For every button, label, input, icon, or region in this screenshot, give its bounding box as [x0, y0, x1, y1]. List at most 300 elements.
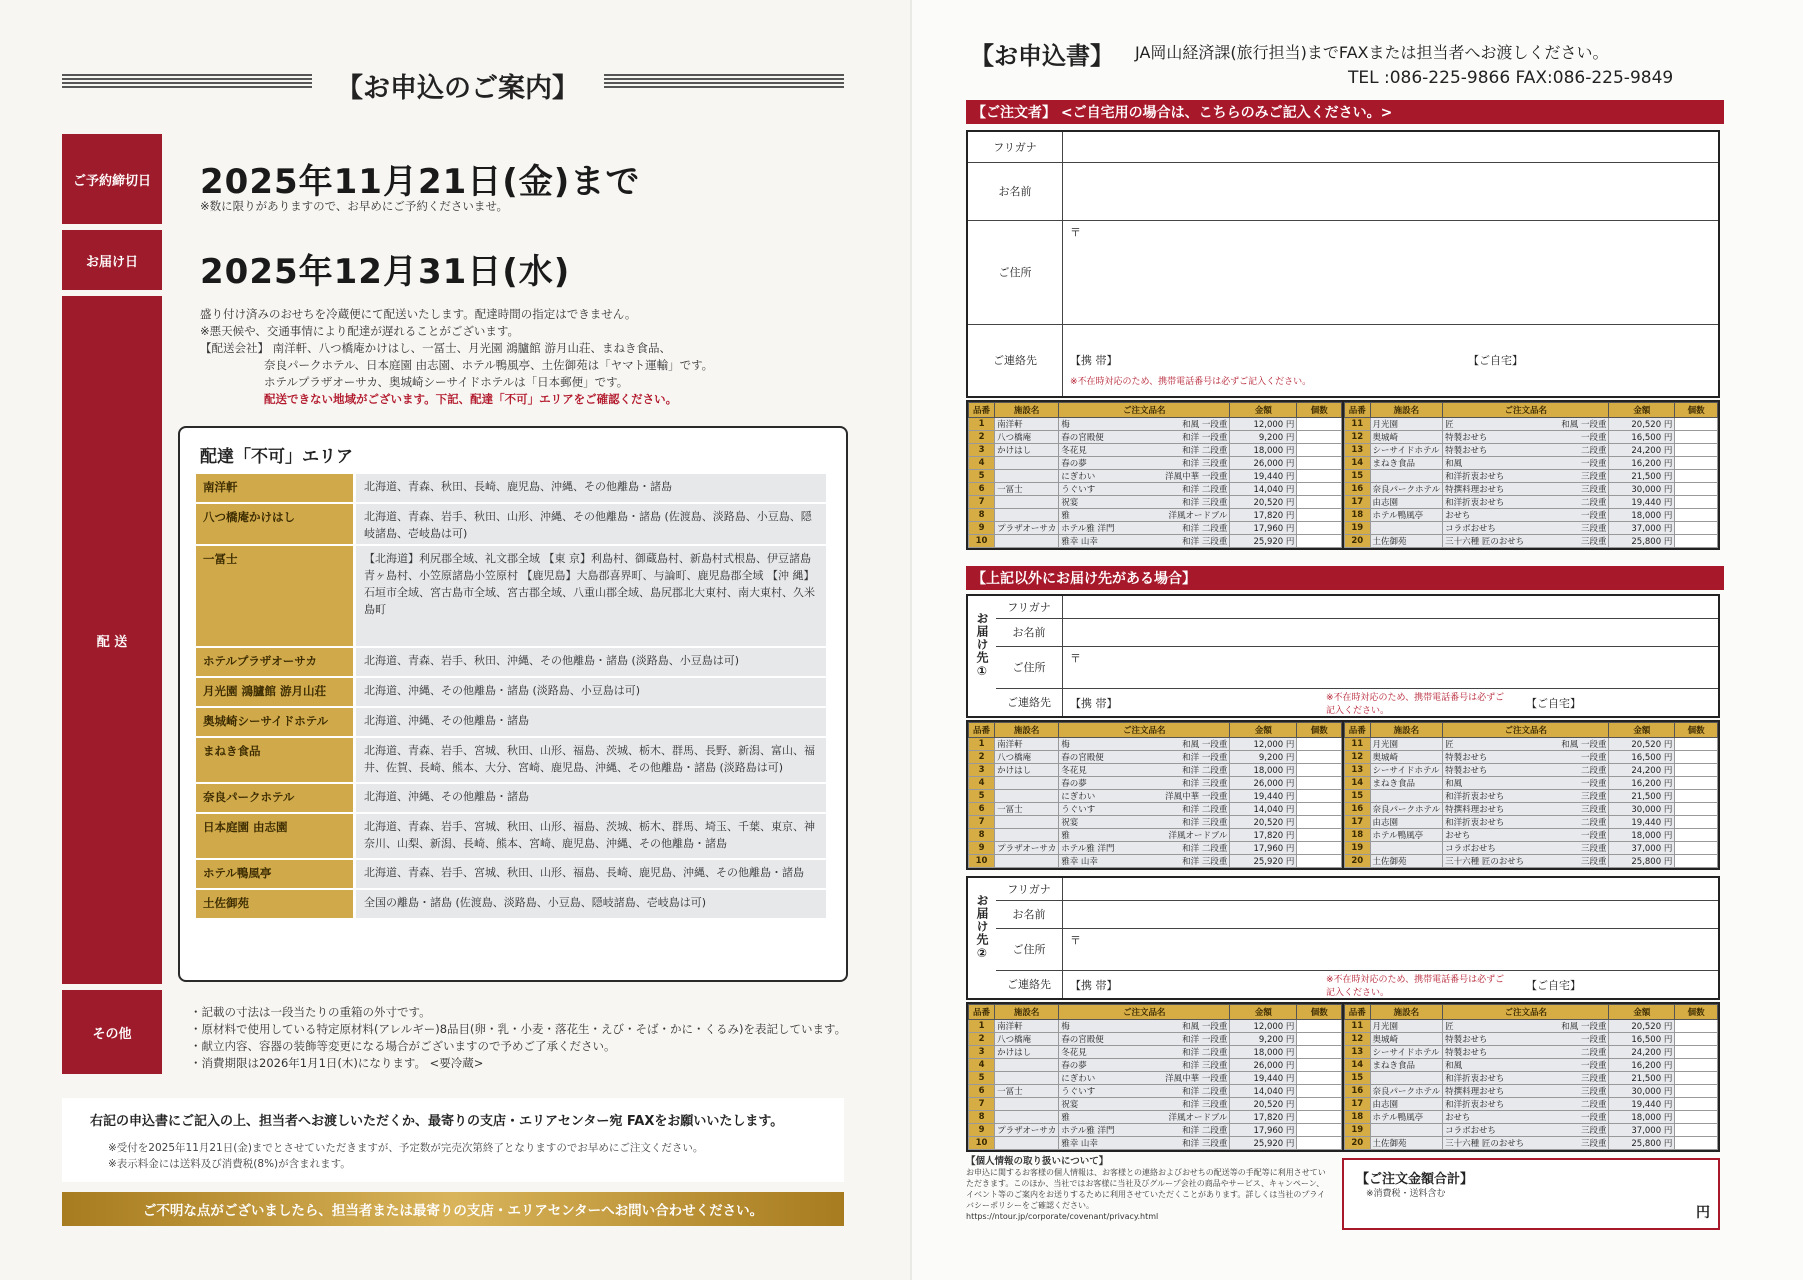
product-name: 雅幸 山幸 — [1061, 1139, 1098, 1149]
product-shop: 土佐御苑 — [1370, 535, 1443, 548]
product-name: 冬花見 — [1061, 1048, 1087, 1058]
table-header: ご注文品名 — [1059, 1005, 1230, 1020]
product-quantity-field[interactable] — [1297, 509, 1342, 522]
product-name: 和洋折衷おせち — [1445, 1074, 1505, 1084]
product-name: 春の宮殿便 — [1061, 753, 1104, 763]
page-title: 【お申込のご案内】 — [336, 73, 579, 104]
product-shop: 由志園 — [1370, 1098, 1443, 1111]
dest1-address-row[interactable] — [996, 646, 1718, 689]
product-number: 6 — [969, 1085, 995, 1098]
other-note-4: ・消費期限は2026年1月1日(木)になります。 <要冷蔵> — [190, 1056, 484, 1070]
product-shop: シーサイドホテル — [1370, 1046, 1443, 1059]
product-row — [1345, 829, 1718, 842]
product-quantity-field[interactable] — [1297, 816, 1342, 829]
product-type: 和風 一段重 — [1182, 420, 1228, 430]
product-price: 9,200 円 — [1230, 431, 1297, 444]
product-type: 三段重 — [1580, 1126, 1607, 1136]
no-delivery-title: 配達「不可」エリア — [200, 447, 353, 467]
dest2-name-row[interactable] — [996, 900, 1718, 929]
product-shop: プラザオーサカ — [995, 1124, 1059, 1137]
product-type: 一段重 — [1580, 433, 1607, 443]
product-row — [969, 1085, 1342, 1098]
product-quantity-field[interactable] — [1675, 1033, 1718, 1046]
fax-note-2: ※表示料金には送料及び消費税(8%)が含まれます。 — [108, 1158, 351, 1170]
no-delivery-row — [196, 648, 826, 676]
product-row — [1345, 1059, 1718, 1072]
product-name: 三十六種 匠のおせち — [1445, 537, 1525, 547]
product-name: 和風 — [1445, 459, 1463, 469]
product-number: 12 — [1345, 431, 1371, 444]
order-form-instruction: JA岡山経済課(旅行担当)までFAXまたは担当者へお渡しください。 — [1135, 43, 1609, 62]
product-item — [1059, 1098, 1230, 1111]
product-quantity-field[interactable] — [1297, 842, 1342, 855]
product-price: 17,960 円 — [1230, 522, 1297, 535]
product-quantity-field[interactable] — [1675, 418, 1718, 431]
destination-1-form — [966, 594, 1720, 718]
product-quantity-field[interactable] — [1675, 790, 1718, 803]
product-type: 三段重 — [1580, 537, 1607, 547]
product-quantity-field[interactable] — [1297, 738, 1342, 751]
product-name: 三十六種 匠のおせち — [1445, 857, 1525, 867]
product-number: 15 — [1345, 470, 1371, 483]
product-quantity-field[interactable] — [1675, 1111, 1718, 1124]
product-quantity-field[interactable] — [1675, 764, 1718, 777]
product-type: 一段重 — [1580, 1113, 1607, 1123]
product-type: 二段重 — [1580, 766, 1607, 776]
product-price: 19,440 円 — [1609, 816, 1675, 829]
dest2-contact-label: ご連絡先 — [996, 970, 1063, 998]
product-quantity-field[interactable] — [1675, 1059, 1718, 1072]
product-row — [969, 483, 1342, 496]
product-name: コラボおせち — [1445, 524, 1496, 534]
product-shop — [1370, 522, 1443, 535]
product-row — [969, 535, 1342, 548]
product-price: 37,000 円 — [1609, 842, 1675, 855]
order-form-title: 【お申込書】 — [970, 42, 1114, 70]
dest2-warning: ※不在時対応のため、携帯電話番号は必ずご記入ください。 — [1326, 975, 1505, 998]
product-number: 20 — [1345, 1137, 1371, 1150]
product-type: 一段重 — [1580, 459, 1607, 469]
other-notes — [190, 1004, 846, 1072]
product-number: 4 — [969, 777, 995, 790]
product-name: 梅 — [1061, 740, 1070, 750]
product-quantity-field[interactable] — [1297, 418, 1342, 431]
product-item — [1443, 751, 1609, 764]
product-quantity-field[interactable] — [1675, 1137, 1718, 1150]
dest2-address-label: ご住所 — [996, 928, 1063, 970]
product-quantity-field[interactable] — [1675, 738, 1718, 751]
product-name: うぐいす — [1061, 485, 1096, 495]
product-row — [969, 751, 1342, 764]
product-quantity-field[interactable] — [1297, 444, 1342, 457]
product-type: 和洋 二段重 — [1182, 844, 1228, 854]
product-name: 梅 — [1061, 1022, 1070, 1032]
no-delivery-area: 北海道、沖縄、その他離島・諸島 — [356, 784, 826, 812]
no-delivery-shop: ホテル鴨風亭 — [196, 860, 353, 888]
product-number: 1 — [969, 1020, 995, 1033]
product-shop — [995, 829, 1059, 842]
product-type: 二段重 — [1580, 1100, 1607, 1110]
product-name: 春の夢 — [1061, 459, 1087, 469]
dest1-postal-mark: 〒 — [1070, 652, 1081, 665]
product-quantity-field[interactable] — [1675, 803, 1718, 816]
dest1-name-row[interactable] — [996, 618, 1718, 647]
product-price: 21,500 円 — [1609, 790, 1675, 803]
product-type: 和洋 二段重 — [1182, 1048, 1228, 1058]
no-delivery-shop: 奥城崎シーサイドホテル — [196, 708, 353, 736]
product-quantity-field[interactable] — [1297, 496, 1342, 509]
product-item — [1059, 535, 1230, 548]
delivery-note-2: ※悪天候や、交通事情により配達が遅れることがございます。 — [200, 324, 519, 338]
product-item — [1059, 1033, 1230, 1046]
product-price: 30,000 円 — [1609, 1085, 1675, 1098]
deadline-note: ※数に限りがありますので、お早めにご予約くださいませ。 — [200, 199, 509, 213]
product-quantity-field[interactable] — [1297, 1085, 1342, 1098]
product-type: 和洋 三段重 — [1182, 1139, 1228, 1149]
product-price: 37,000 円 — [1609, 522, 1675, 535]
privacy-url[interactable]: https://ntour.jp/corporate/covenant/privacy.html — [966, 1212, 1159, 1221]
no-delivery-area: 北海道、青森、岩手、秋田、沖縄、その他離島・諸島 (淡路島、小豆島は可) — [356, 648, 826, 676]
product-number: 9 — [969, 842, 995, 855]
product-price: 26,000 円 — [1230, 457, 1297, 470]
no-delivery-shop: 八つ橋庵かけはし — [196, 504, 353, 544]
dest2-address-row[interactable] — [996, 928, 1718, 971]
product-name: 特撰料理おせち — [1445, 805, 1505, 815]
product-price: 21,500 円 — [1609, 470, 1675, 483]
product-row — [969, 431, 1342, 444]
product-quantity-field[interactable] — [1675, 470, 1718, 483]
product-number: 17 — [1345, 1098, 1371, 1111]
mobile-warning: ※不在時対応のため、携帯電話番号は必ずご記入ください。 — [1070, 377, 1312, 387]
product-name: 冬花見 — [1061, 766, 1087, 776]
product-item — [1059, 1085, 1230, 1098]
product-item — [1059, 777, 1230, 790]
product-type: 三段重 — [1580, 1139, 1607, 1149]
dest1-contact-label: ご連絡先 — [996, 688, 1063, 716]
product-shop: 八つ橋庵 — [995, 431, 1059, 444]
product-shop: プラザオーサカ — [995, 522, 1059, 535]
order-total-box[interactable] — [1342, 1158, 1720, 1230]
product-quantity-field[interactable] — [1297, 777, 1342, 790]
product-number: 20 — [1345, 535, 1371, 548]
product-quantity-field[interactable] — [1297, 764, 1342, 777]
product-quantity-field[interactable] — [1675, 1072, 1718, 1085]
no-delivery-shop: 月光園 鴻臚館 游月山荘 — [196, 678, 353, 706]
product-quantity-field[interactable] — [1297, 855, 1342, 868]
product-item — [1443, 842, 1609, 855]
product-number: 19 — [1345, 522, 1371, 535]
no-delivery-area: 北海道、青森、岩手、秋田、山形、沖縄、その他離島・諸島 (佐渡島、淡路島、小豆島、隠岐諸島、壱岐島は可) — [356, 504, 826, 544]
other-destination-band: 【上記以外にお届け先がある場合】 — [966, 566, 1724, 590]
product-price: 24,200 円 — [1609, 444, 1675, 457]
product-type: 三段重 — [1580, 805, 1607, 815]
product-quantity-field[interactable] — [1297, 483, 1342, 496]
product-row — [1345, 1098, 1718, 1111]
orderer-address-row[interactable] — [968, 220, 1718, 325]
destination-2-label: お届け先② — [975, 894, 989, 961]
dest2-contact-row[interactable] — [996, 970, 1718, 998]
product-name: 特製おせち — [1445, 1035, 1488, 1045]
product-quantity-field[interactable] — [1675, 816, 1718, 829]
table-header: 金額 — [1230, 403, 1297, 418]
product-table-half — [1344, 1004, 1718, 1150]
product-quantity-field[interactable] — [1675, 777, 1718, 790]
product-item — [1059, 738, 1230, 751]
product-number: 10 — [969, 855, 995, 868]
dest2-furigana-row[interactable] — [996, 878, 1718, 901]
product-item — [1059, 751, 1230, 764]
fax-note-1: ※受付を2025年11月21日(金)までとさせていただきますが、予定数が完売次第終了となりますのでお早めにご注文ください。 — [108, 1142, 704, 1154]
product-name: 特製おせち — [1445, 433, 1488, 443]
product-item — [1059, 496, 1230, 509]
no-delivery-row — [196, 474, 826, 502]
product-type: 和洋 一段重 — [1182, 753, 1228, 763]
product-number: 1 — [969, 418, 995, 431]
product-name: 匠 — [1445, 1022, 1454, 1032]
product-quantity-field[interactable] — [1675, 483, 1718, 496]
no-delivery-row — [196, 738, 826, 782]
product-name: 特製おせち — [1445, 1048, 1488, 1058]
product-table-half — [968, 402, 1342, 548]
product-row — [969, 777, 1342, 790]
product-quantity-field[interactable] — [1675, 1098, 1718, 1111]
delivery-note-1: 盛り付け済みのおせちを冷蔵便にて配送いたします。配達時間の指定はできません。 — [200, 307, 637, 321]
product-shop — [995, 1072, 1059, 1085]
product-number: 5 — [969, 470, 995, 483]
product-item — [1443, 418, 1609, 431]
product-quantity-field[interactable] — [1297, 1033, 1342, 1046]
tel-fax: TEL :086-225-9866 FAX:086-225-9849 — [1348, 68, 1674, 88]
product-row — [1345, 764, 1718, 777]
product-number: 3 — [969, 1046, 995, 1059]
table-header: ご注文品名 — [1059, 403, 1230, 418]
product-quantity-field[interactable] — [1675, 535, 1718, 548]
product-name: にぎわい — [1061, 472, 1096, 482]
product-quantity-field[interactable] — [1297, 1059, 1342, 1072]
product-item — [1059, 509, 1230, 522]
product-quantity-field[interactable] — [1297, 535, 1342, 548]
product-type: 和洋 二段重 — [1182, 766, 1228, 776]
product-quantity-field[interactable] — [1675, 842, 1718, 855]
product-number: 12 — [1345, 751, 1371, 764]
product-quantity-field[interactable] — [1675, 457, 1718, 470]
table-header: 品番 — [1345, 723, 1371, 738]
product-name: 祝宴 — [1061, 498, 1079, 508]
product-item — [1443, 803, 1609, 816]
product-row — [1345, 842, 1718, 855]
product-quantity-field[interactable] — [1297, 1072, 1342, 1085]
product-shop: 奥城崎 — [1370, 1033, 1443, 1046]
product-number: 3 — [969, 444, 995, 457]
product-quantity-field[interactable] — [1297, 431, 1342, 444]
product-quantity-field[interactable] — [1675, 444, 1718, 457]
dest1-contact-row[interactable] — [996, 688, 1718, 716]
product-item — [1059, 855, 1230, 868]
product-price: 17,820 円 — [1230, 829, 1297, 842]
product-type: 和洋 一段重 — [1182, 1035, 1228, 1045]
product-price: 30,000 円 — [1609, 483, 1675, 496]
product-name: コラボおせち — [1445, 1126, 1496, 1136]
product-number: 11 — [1345, 418, 1371, 431]
product-number: 6 — [969, 483, 995, 496]
product-shop: まねき食品 — [1370, 1059, 1443, 1072]
product-row — [969, 1046, 1342, 1059]
product-type: 和洋 三段重 — [1182, 1061, 1228, 1071]
product-quantity-field[interactable] — [1675, 855, 1718, 868]
dest2-mobile-label: 【携 帯】 — [1070, 979, 1118, 992]
product-shop — [995, 1098, 1059, 1111]
product-type: 和風 一段重 — [1561, 420, 1607, 430]
product-name: にぎわい — [1061, 1074, 1096, 1084]
product-quantity-field[interactable] — [1675, 1085, 1718, 1098]
product-quantity-field[interactable] — [1297, 1137, 1342, 1150]
product-quantity-field[interactable] — [1675, 431, 1718, 444]
product-row — [969, 738, 1342, 751]
product-name: 特撰料理おせち — [1445, 485, 1505, 495]
product-shop: シーサイドホテル — [1370, 444, 1443, 457]
product-number: 19 — [1345, 842, 1371, 855]
product-item — [1443, 1111, 1609, 1124]
product-price: 25,920 円 — [1230, 535, 1297, 548]
dest1-furigana-row[interactable] — [996, 596, 1718, 619]
product-quantity-field[interactable] — [1675, 1124, 1718, 1137]
product-type: 和洋 三段重 — [1182, 498, 1228, 508]
orderer-furigana-row[interactable] — [968, 132, 1718, 163]
product-price: 19,440 円 — [1230, 1072, 1297, 1085]
product-quantity-field[interactable] — [1297, 457, 1342, 470]
orderer-name-row[interactable] — [968, 162, 1718, 221]
product-quantity-field[interactable] — [1297, 1124, 1342, 1137]
product-item — [1059, 1111, 1230, 1124]
product-row — [969, 1124, 1342, 1137]
product-price: 18,000 円 — [1609, 509, 1675, 522]
product-type: 和洋 二段重 — [1182, 1087, 1228, 1097]
product-number: 8 — [969, 509, 995, 522]
product-price: 12,000 円 — [1230, 418, 1297, 431]
product-row — [969, 509, 1342, 522]
dest1-warning: ※不在時対応のため、携帯電話番号は必ずご記入ください。 — [1326, 693, 1505, 716]
product-shop — [1370, 1072, 1443, 1085]
product-row — [969, 418, 1342, 431]
product-type: 洋風オードブル — [1168, 831, 1228, 841]
product-quantity-field[interactable] — [1675, 751, 1718, 764]
table-header: 個数 — [1675, 403, 1718, 418]
no-delivery-area: 北海道、青森、岩手、宮城、秋田、山形、福島、茨城、栃木、群馬、長野、新潟、富山、福井、佐賀、長崎、熊本、大分、宮崎、鹿児島、沖縄、その他離島・諸島 (淡路島は可) — [356, 738, 826, 782]
product-row — [1345, 509, 1718, 522]
table-header: 金額 — [1609, 723, 1675, 738]
product-shop: 月光園 — [1370, 418, 1443, 431]
no-delivery-area: 北海道、青森、岩手、宮城、秋田、山形、福島、長崎、鹿児島、沖縄、その他離島・諸島 — [356, 860, 826, 888]
product-price: 17,820 円 — [1230, 1111, 1297, 1124]
product-number: 9 — [969, 1124, 995, 1137]
product-shop: まねき食品 — [1370, 457, 1443, 470]
other-label: その他 — [62, 990, 162, 1074]
product-item — [1443, 483, 1609, 496]
table-header: 品番 — [969, 723, 995, 738]
product-quantity-field[interactable] — [1675, 1020, 1718, 1033]
product-table-half — [1344, 722, 1718, 868]
no-delivery-shop: 南洋軒 — [196, 474, 353, 502]
product-name: 春の宮殿便 — [1061, 1035, 1104, 1045]
product-number: 18 — [1345, 829, 1371, 842]
product-price: 20,520 円 — [1230, 816, 1297, 829]
product-quantity-field[interactable] — [1297, 1046, 1342, 1059]
product-row — [1345, 751, 1718, 764]
product-quantity-field[interactable] — [1297, 1111, 1342, 1124]
no-delivery-shop: まねき食品 — [196, 738, 353, 782]
product-number: 14 — [1345, 1059, 1371, 1072]
furigana-label: フリガナ — [968, 132, 1063, 162]
product-name: 春の宮殿便 — [1061, 433, 1104, 443]
product-price: 25,800 円 — [1609, 855, 1675, 868]
table-header: 品番 — [1345, 1005, 1371, 1020]
product-row — [969, 1033, 1342, 1046]
product-quantity-field[interactable] — [1297, 790, 1342, 803]
product-item — [1443, 522, 1609, 535]
product-shop — [995, 1137, 1059, 1150]
product-quantity-field[interactable] — [1675, 522, 1718, 535]
product-shop: 一冨士 — [995, 483, 1059, 496]
no-delivery-area: 北海道、青森、秋田、長崎、鹿児島、沖縄、その他離島・諸島 — [356, 474, 826, 502]
product-shop: 南洋軒 — [995, 738, 1059, 751]
product-price: 20,520 円 — [1609, 738, 1675, 751]
dest1-furigana-label: フリガナ — [996, 596, 1063, 618]
product-price: 18,000 円 — [1230, 764, 1297, 777]
product-price: 37,000 円 — [1609, 1124, 1675, 1137]
product-item — [1059, 1020, 1230, 1033]
product-item — [1443, 1098, 1609, 1111]
product-shop — [995, 535, 1059, 548]
product-quantity-field[interactable] — [1675, 829, 1718, 842]
product-number: 13 — [1345, 444, 1371, 457]
product-quantity-field[interactable] — [1675, 1046, 1718, 1059]
product-number: 5 — [969, 790, 995, 803]
product-type: 和洋 三段重 — [1182, 1100, 1228, 1110]
product-price: 12,000 円 — [1230, 738, 1297, 751]
product-name: 春の夢 — [1061, 779, 1087, 789]
product-type: 和風 一段重 — [1561, 1022, 1607, 1032]
product-quantity-field[interactable] — [1297, 803, 1342, 816]
product-shop — [995, 509, 1059, 522]
product-name: 三十六種 匠のおせち — [1445, 1139, 1525, 1149]
product-price: 12,000 円 — [1230, 1020, 1297, 1033]
product-table-destination-2 — [966, 1002, 1720, 1152]
product-name: 雅 — [1061, 1113, 1070, 1123]
product-quantity-field[interactable] — [1297, 470, 1342, 483]
product-quantity-field[interactable] — [1297, 1098, 1342, 1111]
product-row — [1345, 457, 1718, 470]
product-quantity-field[interactable] — [1297, 829, 1342, 842]
table-header: 個数 — [1297, 403, 1342, 418]
product-item — [1059, 1059, 1230, 1072]
product-table-destination-1 — [966, 720, 1720, 870]
product-name: 梅 — [1061, 420, 1070, 430]
product-number: 16 — [1345, 803, 1371, 816]
product-name: 和洋折衷おせち — [1445, 1100, 1505, 1110]
product-quantity-field[interactable] — [1297, 751, 1342, 764]
product-item — [1443, 1072, 1609, 1085]
product-row — [969, 790, 1342, 803]
product-price: 25,800 円 — [1609, 535, 1675, 548]
product-quantity-field[interactable] — [1675, 496, 1718, 509]
product-quantity-field[interactable] — [1297, 522, 1342, 535]
product-quantity-field[interactable] — [1297, 1020, 1342, 1033]
product-quantity-field[interactable] — [1675, 509, 1718, 522]
product-item — [1443, 764, 1609, 777]
product-price: 25,920 円 — [1230, 855, 1297, 868]
orderer-contact-row[interactable] — [968, 324, 1718, 396]
product-price: 17,960 円 — [1230, 842, 1297, 855]
